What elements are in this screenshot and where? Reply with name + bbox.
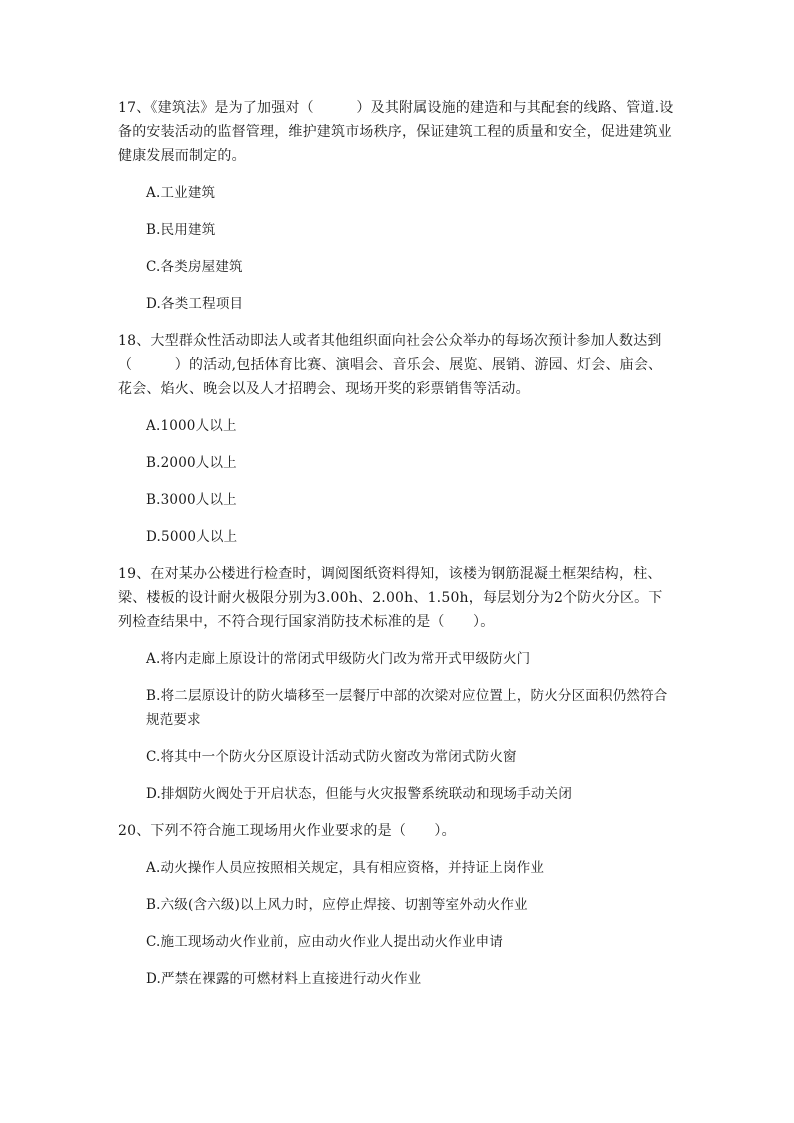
option-b: B.民用建筑: [146, 222, 216, 238]
option-c: B.3000人以上: [146, 492, 237, 508]
question-stem: 18、大型群众性活动即法人或者其他组织面向社会公众举办的每场次预计参加人数达到（ ）的活动,包括体育比赛、演唱会、音乐会、展览、展销、游园、灯会、庙会、花会、焰火、晚会以及人才招聘会、现场开奖的彩票销售等活动。: [118, 333, 663, 397]
option-b: B.2000人以上: [146, 455, 237, 471]
option-d: D.5000人以上: [146, 529, 238, 545]
option-a: A.动火操作人员应按照相关规定，具有相应资格，并持证上岗作业: [146, 860, 545, 876]
option-b: B.将二层原设计的防火墙移至一层餐厅中部的次梁对应位置上，防火分区面积仍然符合规范要求: [146, 688, 668, 728]
option-c: C.施工现场动火作业前，应由动火作业人提出动火作业申请: [146, 934, 504, 950]
option-c: C.将其中一个防火分区原设计活动式防火窗改为常闭式防火窗: [146, 749, 517, 765]
question-19: [118, 562, 674, 806]
option-d: D.排烟防火阀处于开启状态，但能与火灾报警系统联动和现场手动关闭: [146, 786, 573, 802]
option-a: A.工业建筑: [146, 185, 216, 201]
option-d: D.严禁在裸露的可燃材料上直接进行动火作业: [146, 971, 422, 987]
question-stem: 17、《建筑法》是为了加强对（ ）及其附属设施的建造和与其配套的线路、管道.设备的安装活动的监督管理，维护建筑市场秩序，保证建筑工程的质量和安全，促进建筑业健康发展而制定的。: [118, 100, 674, 164]
option-a: A.将内走廊上原设计的常闭式甲级防火门改为常开式甲级防火门: [146, 651, 531, 667]
question-stem: 20、下列不符合施工现场用火作业要求的是（ ）。: [118, 823, 456, 839]
option-a: A.1000人以上: [146, 418, 237, 434]
option-c: C.各类房屋建筑: [146, 259, 243, 275]
option-b: B.六级(含六级)以上风力时，应停止焊接、切割等室外动火作业: [146, 897, 528, 913]
question-18: [118, 329, 674, 549]
question-17: [118, 96, 674, 316]
question-20: [118, 819, 674, 991]
question-stem: 19、在对某办公楼进行检查时，调阅图纸资料得知，该楼为钢筋混凝土框架结构，柱、梁、楼板的设计耐火极限分别为3.00h、2.00h、1.50h，每层划分为2个防火分区。下列检查结果中，不符合现行国家消防技术标准的是（ ）。: [118, 566, 663, 630]
option-d: D.各类工程项目: [146, 296, 244, 312]
